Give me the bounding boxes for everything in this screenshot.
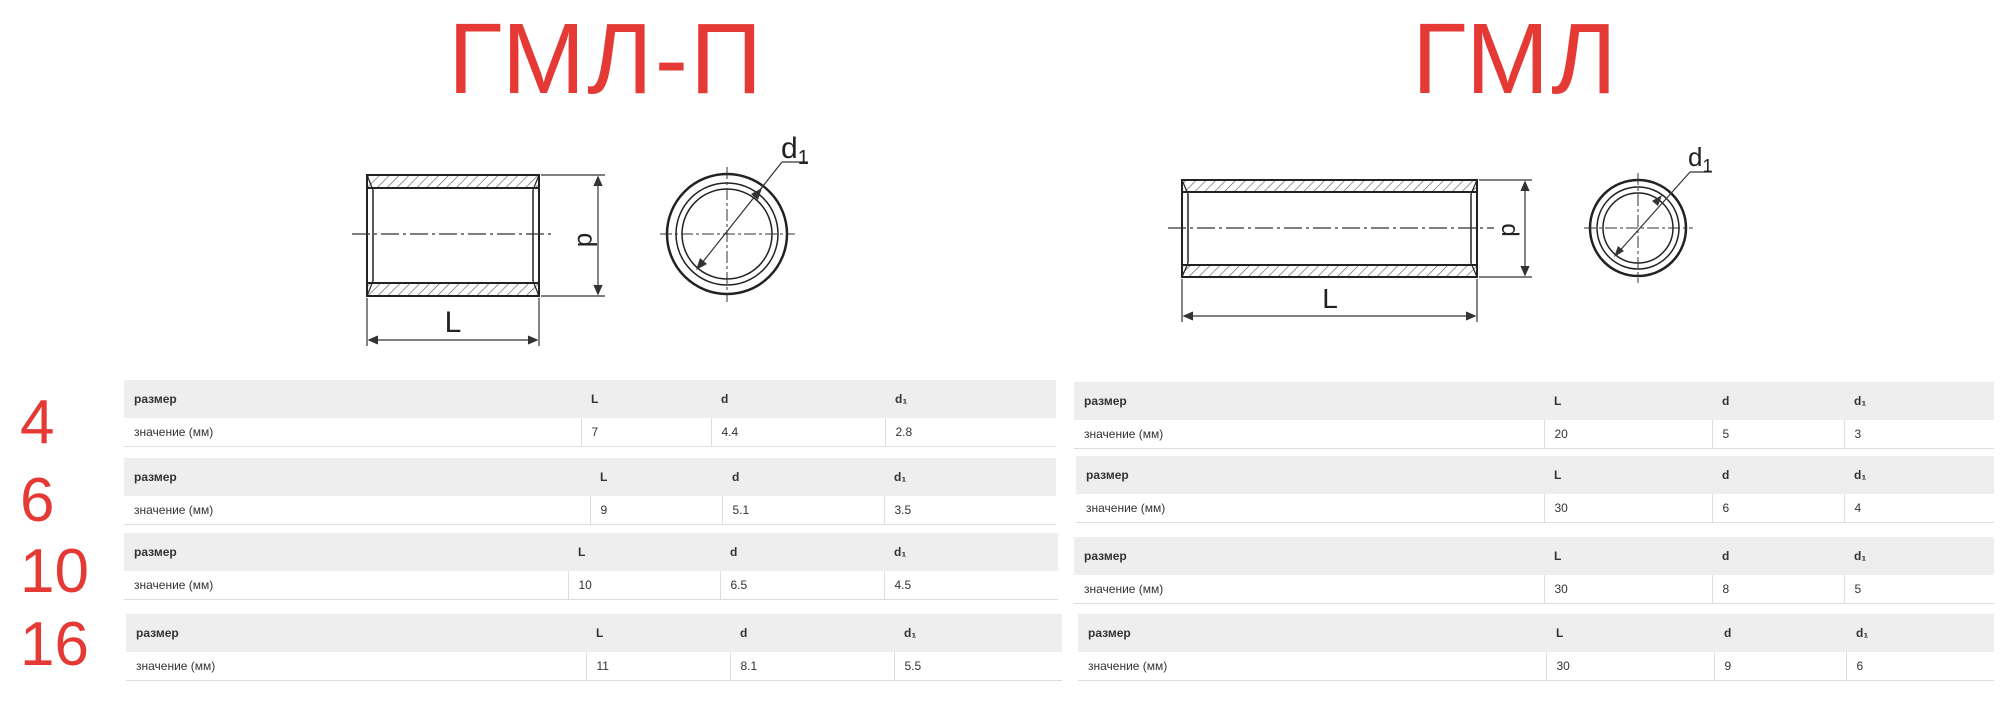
value-label: значение (мм) bbox=[126, 652, 586, 681]
value-length: 20 bbox=[1544, 420, 1712, 449]
value-length: 11 bbox=[586, 652, 730, 681]
table-value-row bbox=[1078, 652, 1994, 681]
value-diameter: 8 bbox=[1712, 575, 1844, 604]
value-inner-diameter: 4 bbox=[1844, 494, 1994, 523]
table-header-row bbox=[124, 380, 1056, 418]
value-diameter: 5.1 bbox=[722, 496, 884, 525]
table-value-row bbox=[124, 571, 1058, 600]
value-diameter: 9 bbox=[1714, 652, 1846, 681]
left-spec-table-16 bbox=[126, 614, 1062, 681]
value-inner-diameter: 3 bbox=[1844, 420, 1994, 449]
header-inner-diameter: d₁ bbox=[894, 614, 1062, 652]
header-size: размер bbox=[1074, 537, 1544, 575]
header-inner-diameter: d₁ bbox=[885, 380, 1056, 418]
left-title: ГМЛ-П bbox=[448, 3, 764, 115]
table-header-row bbox=[124, 533, 1058, 571]
header-size: размер bbox=[124, 380, 581, 418]
value-length: 10 bbox=[568, 571, 720, 600]
value-label: значение (мм) bbox=[1076, 494, 1544, 523]
value-length: 30 bbox=[1546, 652, 1714, 681]
value-inner-diameter: 3.5 bbox=[884, 496, 1056, 525]
value-label: значение (мм) bbox=[1078, 652, 1546, 681]
header-size: размер bbox=[124, 533, 568, 571]
table-header-row bbox=[1074, 537, 1994, 575]
header-diameter: d bbox=[1712, 456, 1844, 494]
table-header-row bbox=[1076, 456, 1994, 494]
value-diameter: 6.5 bbox=[720, 571, 884, 600]
header-diameter: d bbox=[720, 533, 884, 571]
right-d1-letter: d bbox=[1688, 142, 1703, 172]
left-sleeve-end-view bbox=[660, 162, 808, 302]
header-diameter: d bbox=[1714, 614, 1846, 652]
header-inner-diameter: d₁ bbox=[884, 533, 1058, 571]
header-inner-diameter: d₁ bbox=[1844, 382, 1994, 420]
right-d1-subscript: 1 bbox=[1702, 156, 1713, 176]
header-length: L bbox=[586, 614, 730, 652]
header-length: L bbox=[590, 458, 722, 496]
left-d1-letter: d bbox=[781, 132, 798, 165]
table-value-row bbox=[1074, 575, 1994, 604]
header-diameter: d bbox=[1712, 537, 1844, 575]
size-label-4: 4 bbox=[20, 388, 55, 457]
value-label: значение (мм) bbox=[124, 496, 590, 525]
left-spec-table-6 bbox=[124, 458, 1056, 525]
table-header-row bbox=[124, 458, 1056, 496]
table-value-row bbox=[124, 418, 1056, 447]
table-header-row bbox=[1074, 382, 1994, 420]
value-label: значение (мм) bbox=[1074, 420, 1544, 449]
right-diameter-label: d bbox=[1496, 223, 1523, 237]
value-inner-diameter: 4.5 bbox=[884, 571, 1058, 600]
header-length: L bbox=[1544, 537, 1712, 575]
value-length: 7 bbox=[581, 418, 711, 447]
header-length: L bbox=[568, 533, 720, 571]
header-size: размер bbox=[126, 614, 586, 652]
size-label-10: 10 bbox=[20, 537, 89, 606]
left-inner-diameter-label bbox=[781, 132, 809, 169]
value-label: значение (мм) bbox=[124, 571, 568, 600]
header-size: размер bbox=[1074, 382, 1544, 420]
right-length-label: L bbox=[1322, 283, 1338, 314]
right-spec-table-4 bbox=[1078, 614, 1994, 681]
table-header-row bbox=[126, 614, 1062, 652]
right-spec-table-3 bbox=[1074, 537, 1994, 604]
header-inner-diameter: d₁ bbox=[884, 458, 1056, 496]
table-value-row bbox=[1074, 420, 1994, 449]
header-length: L bbox=[1544, 382, 1712, 420]
header-length: L bbox=[1546, 614, 1714, 652]
header-size: размер bbox=[1076, 456, 1544, 494]
size-label-6: 6 bbox=[20, 466, 55, 535]
value-diameter: 6 bbox=[1712, 494, 1844, 523]
value-diameter: 5 bbox=[1712, 420, 1844, 449]
header-diameter: d bbox=[1712, 382, 1844, 420]
value-label: значение (мм) bbox=[124, 418, 581, 447]
value-diameter: 4.4 bbox=[711, 418, 885, 447]
header-diameter: d bbox=[711, 380, 885, 418]
size-label-16: 16 bbox=[20, 610, 89, 679]
right-inner-diameter-label bbox=[1688, 142, 1712, 176]
header-inner-diameter: d₁ bbox=[1844, 537, 1994, 575]
right-title: ГМЛ bbox=[1412, 3, 1619, 115]
left-length-label: L bbox=[444, 306, 462, 339]
left-spec-table-4 bbox=[124, 380, 1056, 447]
header-size: размер bbox=[124, 458, 590, 496]
value-length: 30 bbox=[1544, 575, 1712, 604]
value-diameter: 8.1 bbox=[730, 652, 894, 681]
table-value-row bbox=[124, 496, 1056, 525]
value-length: 30 bbox=[1544, 494, 1712, 523]
value-inner-diameter: 2.8 bbox=[885, 418, 1056, 447]
table-header-row bbox=[1078, 614, 1994, 652]
table-value-row bbox=[126, 652, 1062, 681]
header-diameter: d bbox=[730, 614, 894, 652]
header-inner-diameter: d₁ bbox=[1846, 614, 1994, 652]
table-value-row bbox=[1076, 494, 1994, 523]
left-sleeve-side-view bbox=[367, 175, 539, 296]
header-length: L bbox=[1544, 456, 1712, 494]
left-diameter-label: d bbox=[572, 232, 602, 248]
header-size: размер bbox=[1078, 614, 1546, 652]
right-spec-table-2 bbox=[1076, 456, 1994, 523]
header-inner-diameter: d₁ bbox=[1844, 456, 1994, 494]
left-spec-table-10 bbox=[124, 533, 1058, 600]
value-length: 9 bbox=[590, 496, 722, 525]
value-inner-diameter: 5.5 bbox=[894, 652, 1062, 681]
value-inner-diameter: 5 bbox=[1844, 575, 1994, 604]
value-label: значение (мм) bbox=[1074, 575, 1544, 604]
right-sleeve-end-view bbox=[1584, 172, 1712, 283]
left-d1-subscript: 1 bbox=[797, 147, 809, 169]
header-length: L bbox=[581, 380, 711, 418]
right-spec-table-1 bbox=[1074, 382, 1994, 449]
header-diameter: d bbox=[722, 458, 884, 496]
value-inner-diameter: 6 bbox=[1846, 652, 1994, 681]
